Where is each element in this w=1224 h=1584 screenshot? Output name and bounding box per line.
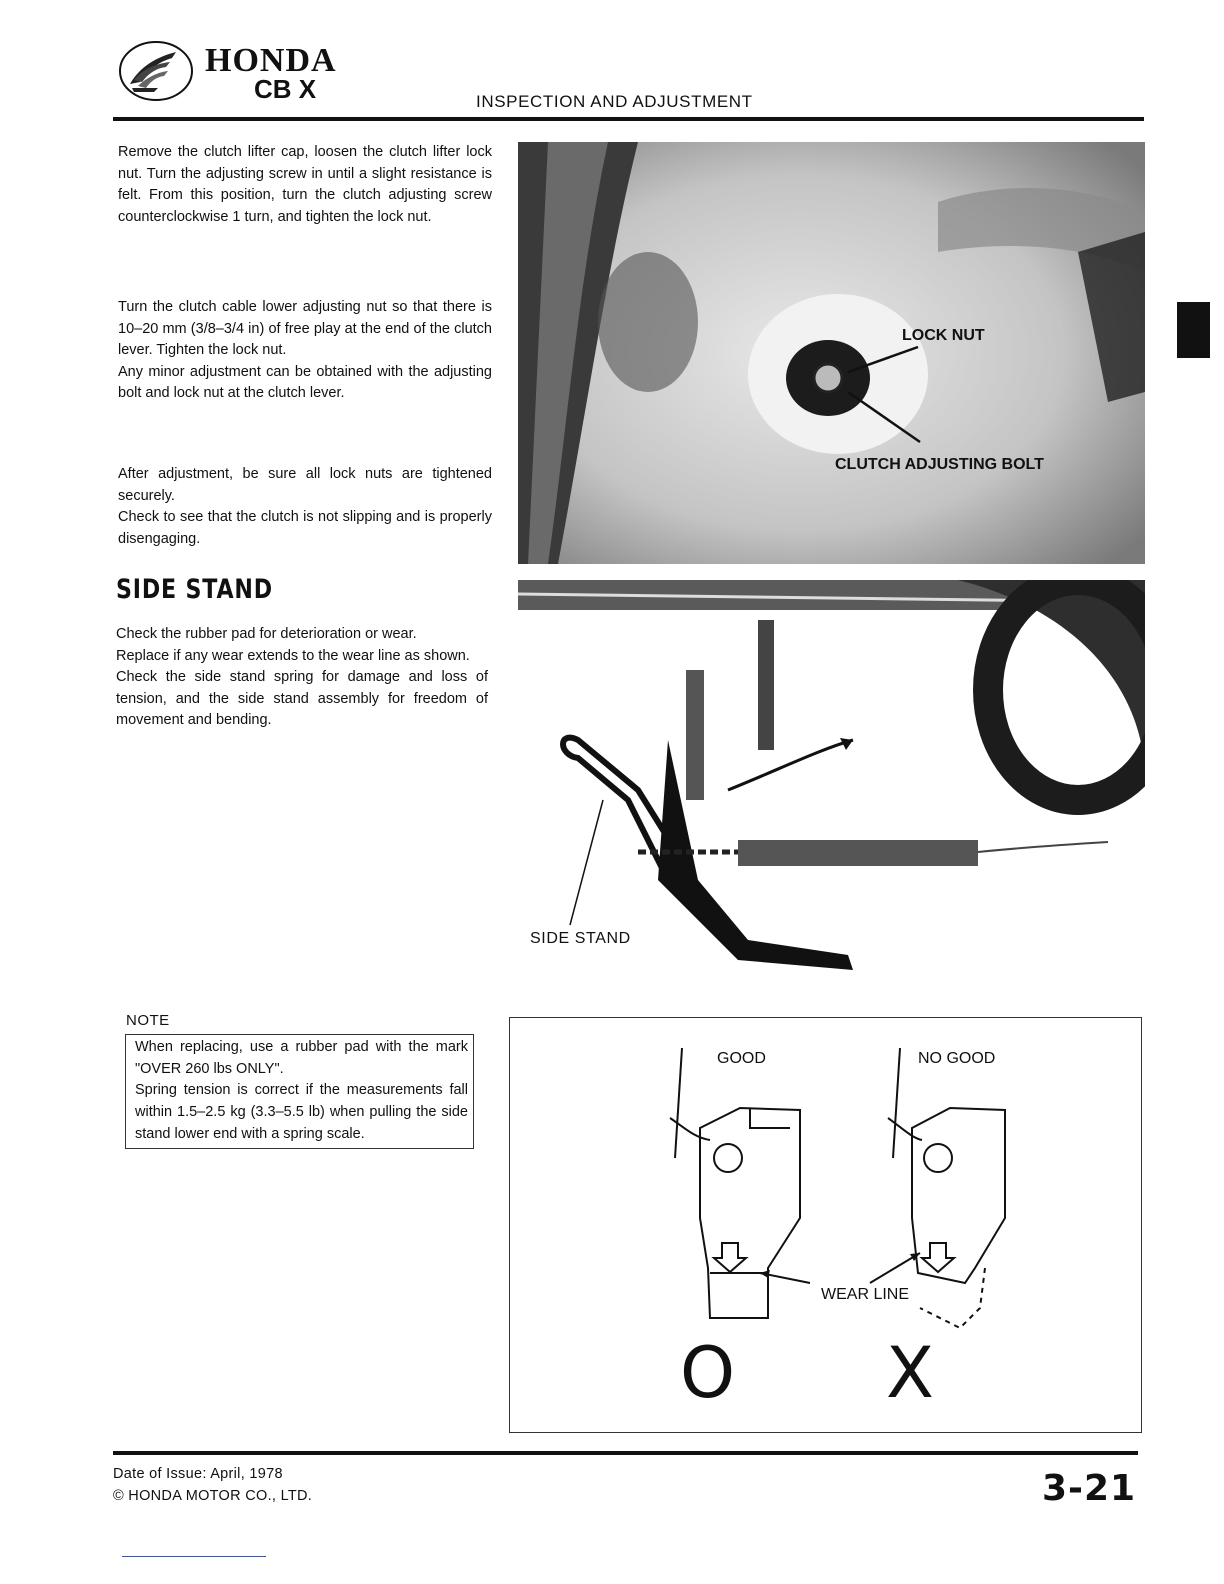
- clutch-text-4: After adjustment, be sure all lock nuts are tightened securely.: [118, 466, 492, 504]
- issue-date: Date of Issue: April, 1978: [113, 1466, 283, 1482]
- good-symbol: O: [680, 1332, 736, 1414]
- footer-link-underline: [122, 1556, 266, 1557]
- model-name: CB X: [254, 74, 317, 104]
- no-good-label: NO GOOD: [918, 1050, 996, 1067]
- clutch-text-5: Check to see that the clutch is not slipping and is properly disengaging.: [118, 509, 492, 547]
- header-rule: [113, 117, 1144, 121]
- clutch-text-2: Turn the clutch cable lower adjusting nut so that there is 10–20 mm (3/8–3/4 in) of free play at the end of the clutch lever. Tighten the lock nut.: [118, 299, 492, 358]
- no-good-symbol: X: [886, 1332, 934, 1414]
- clutch-adjustment-photo: [518, 142, 1145, 564]
- side-stand-heading: SIDE STAND: [116, 574, 273, 605]
- side-stand-photo: [518, 580, 1145, 980]
- wear-line-diagram: [509, 1017, 1142, 1433]
- clutch-text-1: Remove the clutch lifter cap, loosen the clutch lifter lock nut. Turn the adjusting screw in until a slight resistance is felt. From this position, turn the clutch adjusting screw counterclockwise 1 turn, and tighten the lock nut.: [118, 144, 492, 225]
- note-text-1: When replacing, use a rubber pad with the mark "OVER 260 lbs ONLY".: [135, 1039, 468, 1077]
- side-stand-paragraph: [116, 624, 488, 732]
- note-label: NOTE: [126, 1012, 170, 1029]
- wear-line-label: WEAR LINE: [821, 1286, 910, 1303]
- brand-logo: HONDA: [205, 42, 337, 79]
- side-stand-text-1: Check the rubber pad for deterioration or wear.: [116, 626, 417, 642]
- section-tab-marker: [1177, 302, 1210, 358]
- side-stand-label: SIDE STAND: [530, 930, 631, 947]
- clutch-paragraph-3: [118, 464, 492, 550]
- copyright: © HONDA MOTOR CO., LTD.: [113, 1488, 313, 1504]
- side-stand-text-3: Check the side stand spring for damage and loss of tension, and the side stand assembly for freedom of movement and bending.: [116, 669, 488, 728]
- section-title: INSPECTION AND ADJUSTMENT: [476, 92, 753, 111]
- page-number: 3-21: [1042, 1468, 1137, 1509]
- honda-wing-logo: [118, 40, 194, 102]
- note-text-2: Spring tension is correct if the measurements fall within 1.5–2.5 kg (3.3–5.5 lb) when pulling the side stand lower end with a spring scale.: [135, 1082, 468, 1142]
- side-stand-text-2: Replace if any wear extends to the wear line as shown.: [116, 647, 470, 664]
- note-box: [125, 1034, 474, 1149]
- clutch-adjusting-bolt-label: CLUTCH ADJUSTING BOLT: [835, 456, 1044, 473]
- clutch-text-3: Any minor adjustment can be obtained with the adjusting bolt and lock nut at the clutch lever.: [118, 363, 492, 401]
- footer-rule: [113, 1451, 1138, 1455]
- lock-nut-label: LOCK NUT: [902, 327, 985, 344]
- good-label: GOOD: [717, 1050, 766, 1067]
- clutch-paragraph-1: [118, 142, 492, 228]
- clutch-paragraph-2: [118, 297, 492, 405]
